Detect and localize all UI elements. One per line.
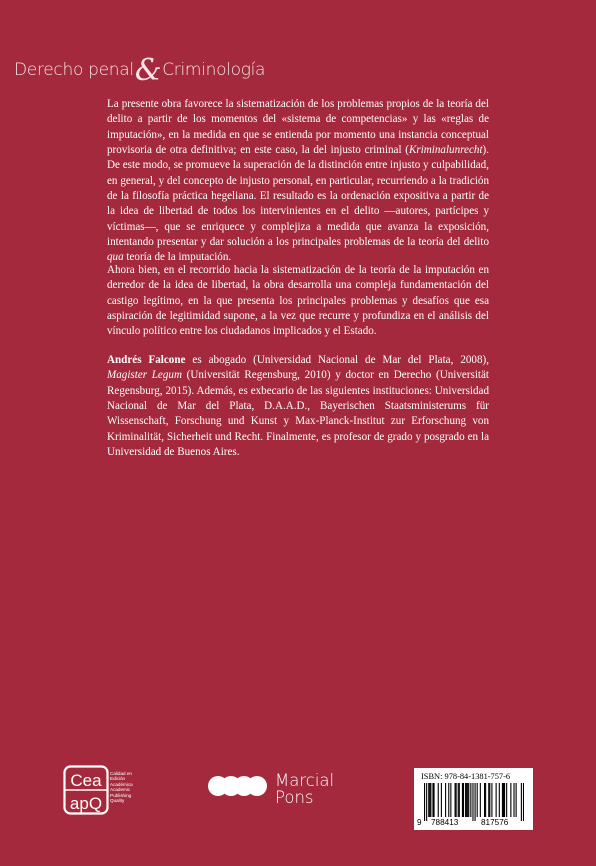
ceapq-caption [110,771,150,803]
ceapq-caption-line: Quality [110,798,125,804]
barcode-bar [516,783,517,817]
ceapq-caption-line: Academic [110,787,131,793]
barcode-bar [468,783,469,817]
synopsis-paragraph-2 [107,263,489,340]
italic-term: Kriminalunrecht [408,144,483,157]
synopsis-paragraph-1 [107,97,489,266]
publisher-name-line2: Pons [275,788,314,807]
barcode-bar [477,783,478,817]
barcode-bar [499,783,500,817]
barcode-bar [521,783,522,821]
barcode-bar [455,783,456,817]
barcode-bar [463,783,464,817]
barcode-bar [432,783,433,817]
publisher-name [275,772,334,806]
text-run: (Universität Regensburg, 2010) y doctor en Derecho (Universität Regensburg, 2015). Además, es exbecario de las siguientes instituciones: Universidad Nacional de Mar del Plata, D.A.A.D., Bayerischen Staatsministerums für Wissenschaft, Forschung und Kunst y Max-Planck-Institut zur Erforschung von Kriminalität, Sicherheit und Recht. Finalmente, es profesor de grado y posgrado en la Universidad de Buenos Aires. [107,369,489,459]
italic-term: qua [107,251,124,264]
ceapq-caption-line: Edición [110,776,126,782]
ceapq-caption-line: Calidad en [110,771,132,776]
barcode-digit-first: 9 [417,818,422,827]
barcode-bar [510,783,511,817]
barcode-bar [458,783,459,817]
text-run: La presente obra favorece la sistematización de los problemas propios de la teoría del delito a partir de los momentos del «sistema de competencias» y las «reglas de imputación», en la medida en que se entienda por momento una instancia conceptual provisoria de otra definitiva; en este caso, la del injusto criminal ( [107,98,489,157]
barcode-bar [503,783,504,817]
publisher-logo [208,772,378,810]
barcode-bar [448,783,449,817]
barcode-bar [491,783,492,817]
isbn-label: ISBN: 978-84-1381-757-6 [421,772,511,781]
ceapq-logo-line1: Cea [70,771,102,790]
italic-term: Magister Legum [107,369,182,382]
barcode-bar [475,783,476,821]
series-title-part2: Criminología [162,60,266,80]
barcode-bar [472,783,473,821]
barcode-bar [506,783,507,817]
ceapq-logo-icon [63,765,109,815]
barcode-bar [462,783,463,817]
text-run: ). De este modo, se promueve la superación de la distinción entre injusto y culpabilidad, en general, y del concepto de injusto personal, en particular, recurriendo a la tradición de la filosofía práctica hegeliana. El resultado es la ordenación expositiva a partir de la idea de libertad de todos los intervinientes en el delito —autores, partícipes y víctimas—, que se enriquece y complejiza a medida que avanza la exposición, intentando presentar y dar solución a los principales problemas de la teoría del delito [107,144,489,249]
barcode-bar [488,783,489,817]
text-run: es abogado (Universidad Nacional de Mar del Plata, 2008), [185,354,489,366]
barcode-bar [450,783,451,817]
barcode-digits-left: 788413 [431,818,459,827]
barcode-bar [445,783,446,817]
barcode-bar [467,783,468,817]
isbn-barcode [414,768,533,830]
barcode-bar [502,783,503,817]
series-ampersand: & [134,53,162,88]
ceapq-logo-line2: apQ [69,794,103,813]
series-title [14,48,266,88]
ceapq-caption-line: Publishing [110,792,132,798]
barcode-bar [441,783,442,817]
barcode-bar [513,783,514,817]
barcode-bar [428,783,429,817]
barcode-bar [424,783,425,821]
barcode-bar [484,783,485,817]
barcode-bar [523,783,524,821]
barcode-bar [456,783,457,817]
barcode-bar [430,783,431,817]
text-run: teoría de la imputación. [123,251,232,264]
series-title-part1: Derecho penal [14,60,134,80]
barcode-bar [504,783,505,817]
barcode-bar [438,783,439,817]
barcode-bars [424,783,524,821]
barcode-bar [433,783,434,817]
barcode-bar [459,783,460,817]
barcode-bar [466,783,467,817]
author-bio-paragraph [107,353,489,460]
barcode-bar [429,783,430,817]
four-circles-logo-icon [208,776,268,798]
barcode-bar [485,783,486,817]
author-name: Andrés Falcone [107,354,186,366]
barcode-bar [496,783,497,817]
barcode-bar [426,783,427,821]
barcode-bar [465,783,466,817]
barcode-bar [489,783,490,817]
barcode-digits-right: 817576 [481,818,509,827]
publisher-name-line1: Marcial [275,771,335,790]
barcode-bar [480,783,481,817]
barcode-bar [470,783,471,817]
ceapq-caption-line: Académica [110,781,133,787]
text-run: Ahora bien, en el recorrido hacia la sistematización de la teoría de la imputación en derredor de la idea de libertad, la obra desarrolla una compleja fundamentación del castigo legítimo, en la que presenta los principales problemas y desafíos que esa aspiración de legitimidad supone, a la vez que recurre y profundiza en el análisis del vínculo político entre los ciudadanos implicados y el Estado. [107,264,489,338]
